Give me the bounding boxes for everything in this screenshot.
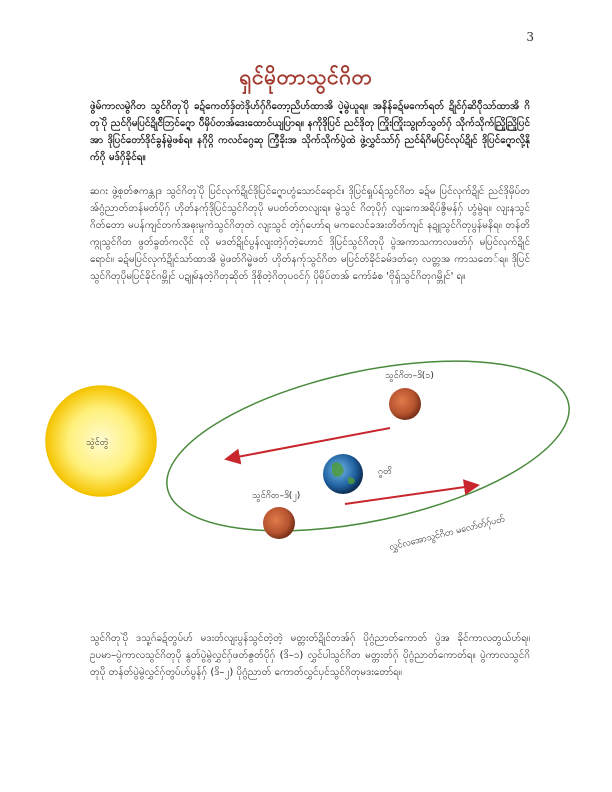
position-1-label: သွင်ဂိတ–ဒိ(၁) (385, 371, 434, 381)
earth (323, 454, 363, 494)
arrow-lower (345, 486, 472, 504)
intro-paragraph: ဖွဲမ်ကာလမွဲဂိတ သွင်ဂိတုပိုဲ ခဍ်ကေတ်ဒှ်တဲဒိုဟ်ဂှ်ဂိတော့ညိဟ်ထာအိ ပ္ဍဲမွဲယူရ။ အနိန်ခဍ်မကော်ရတ် ဍိုင်ဂှ်ဆိပ်ိုသာ်ထာအိ ဂိတုပိုဲ ညင်ဂိုမပြင်ဍိုင်ိဘြင်ဂ္ရော ပ်ိမှိပ်တအ်ဒေးထောင်ယျပြာရ။ နကိုဒိုပြင် ညင်ဒိုတု ကြိုးကြိုးသွုတ်သွတ်ဂှ် သိုက်သိုက်ညြိုညြိုပြင်အာ ဒိုပြင်တော်ဒိုင်ခွန်မွဲဖစ်ရ။ နဂိုပ္ဂိ ကလင်ဂွေဆု ကြီ့ခိုးအ သိုက်သိုက်ပွဲထဲ ဖွဲ့လွှင်သာ်ဂှ် ညင်ရ်ဂိမပြင်လုပ်ဍိုင် ဒိုပြင်ဂ္ရောလို့နိုက်ဂို မဒ်ဂှိခိုင်ရ။ (90, 101, 530, 163)
sun-label: သွဲင်တွဲ (86, 438, 109, 448)
closing-paragraph: သွင်ဂိတုပိုဲ ဒသူ့ဂ်ခဍ်တွပ်ဟ် မဒးတ်လျးပွန်သွင်တဲ့တဲ့ မတ္တးတ်ဍိုင်တအ်ဂှ် ပိုဂွံညာတ်ကောတ် ပွဲအ ခိုင်ကာလတွယ်ဟ်ရ။ ဥပမာ–ပွဲကာလသွင်ဂိတုပို နွတ်ပွဲမွဲလွှင်ဂှ်ဖတ်ဇွတ်ပိုဂှ် (ဒိ–၁) လွှင်ပါသွင်ဂိတ မတ္တးတ်ဂှ် ပိုဂွံညာတ်ကောတ်ရ။ ပွဲကာလသွင်ဂိတုပို တန်တ်ပွဲမွဲလွှင်ဂှ်တွပ်ဟ်ပွန်ဂှ် (ဒိ–၂) ပိုဂွံညာတ် ကောတ်လွှင်ပှင်သွင်ဂိတုမဒးတော်ရ။ (90, 633, 530, 678)
mars-position-1 (389, 388, 421, 420)
orbit-label: လွှင်လအောသွင်ဂိတ မလော်တ်ဂှ်ပတ် (388, 514, 506, 553)
position-2-label: သွင်ဂိတ–ဒိ(၂) (252, 491, 301, 501)
page-number: 3 (526, 30, 534, 44)
retrograde-diagram (0, 318, 612, 573)
mars-position-2 (263, 507, 295, 539)
body-paragraph: ဆဂး ဖွဲ့စုတ်ဇကန္တုဒ သွင်ဂိတုပိုဲ ပြင်လုက်ဍိုင်ဒိုပြင်ဂ္ရောဟွံသောင်ရောင်။ ဒိုပြင်ရှုပ်ရ်သွင်ဂိတ ခဍ်မ ပြင်လုက်ဍိုင် ညင်ဒိုမှိပ်တအ်ဂွံညာတ်တန်မတ်ပိုဂှ် ဟိုတ်နက်ုဒိုပြင်သွင်ဂိတုပို မပတ်တ်တလျးရ။ မွဲသွင် ဂိတုပိုဂှ် လျးကေအရိပ်ဇွိမန်ဂှ် ဟွံမွဲရ။ လျးနသွင်ဂိတ်တော မပန်ကျင်တက်အဓုးမှုကဲသွင်ဂိတုတဲ လျးသွင် တဲ့ဂှ်ဟော်ရ မကလေင်ခအးတိတ်ကျင် နဍူသွင်ဂိတုပွန်မနိရ။ တန်တိက္ဂုသွင်ဂိတ ဖွတ်ခွတ်ကလိုင် လို မဒတ်ဍိုင်ပွန်လျးတဲ့ဂှ်တဲ့ဟောင် ဒိုပြင်သွင်ဂိတုပို ပွဲအကာသကာလဖတ်ဂှ် မပြင်လုက်ဍိုင်ရောင်။ ခဍ်မပြင်လုက်ဍိုင်သာ်ထာအိ မွဲဖတ်ဂိမ္မဲဖတ် ဟိုတ်နက်ုသွင်ဂိတ မပြင်တ်ခိုင်ခမ်ဒတ်ဂေ့ လတ္တအ ကာသတေ်ရ။ ဒိုပြင်သွင်ဂိတုပိုမပြင်ခိုင်ဂမ္ဘိုင် ပဍူမ်နတဲ့ဂိတုဆိုတ် ဒိုစိုတဲ့ဂိတုပဝင်ဂှ် ပိုမှိပ်တအ် ကော်ခံစ 'ဗိုရှ်သွင်ဂိတုဂမ္ဘိုင်' ရ။ (90, 186, 530, 282)
page-title: ရှင်မိုတာသွင်ဂိတ (239, 65, 373, 89)
arrow-upper (232, 428, 390, 458)
mars-orbit (152, 330, 584, 562)
earth-label: ဂွတိ (378, 467, 392, 477)
